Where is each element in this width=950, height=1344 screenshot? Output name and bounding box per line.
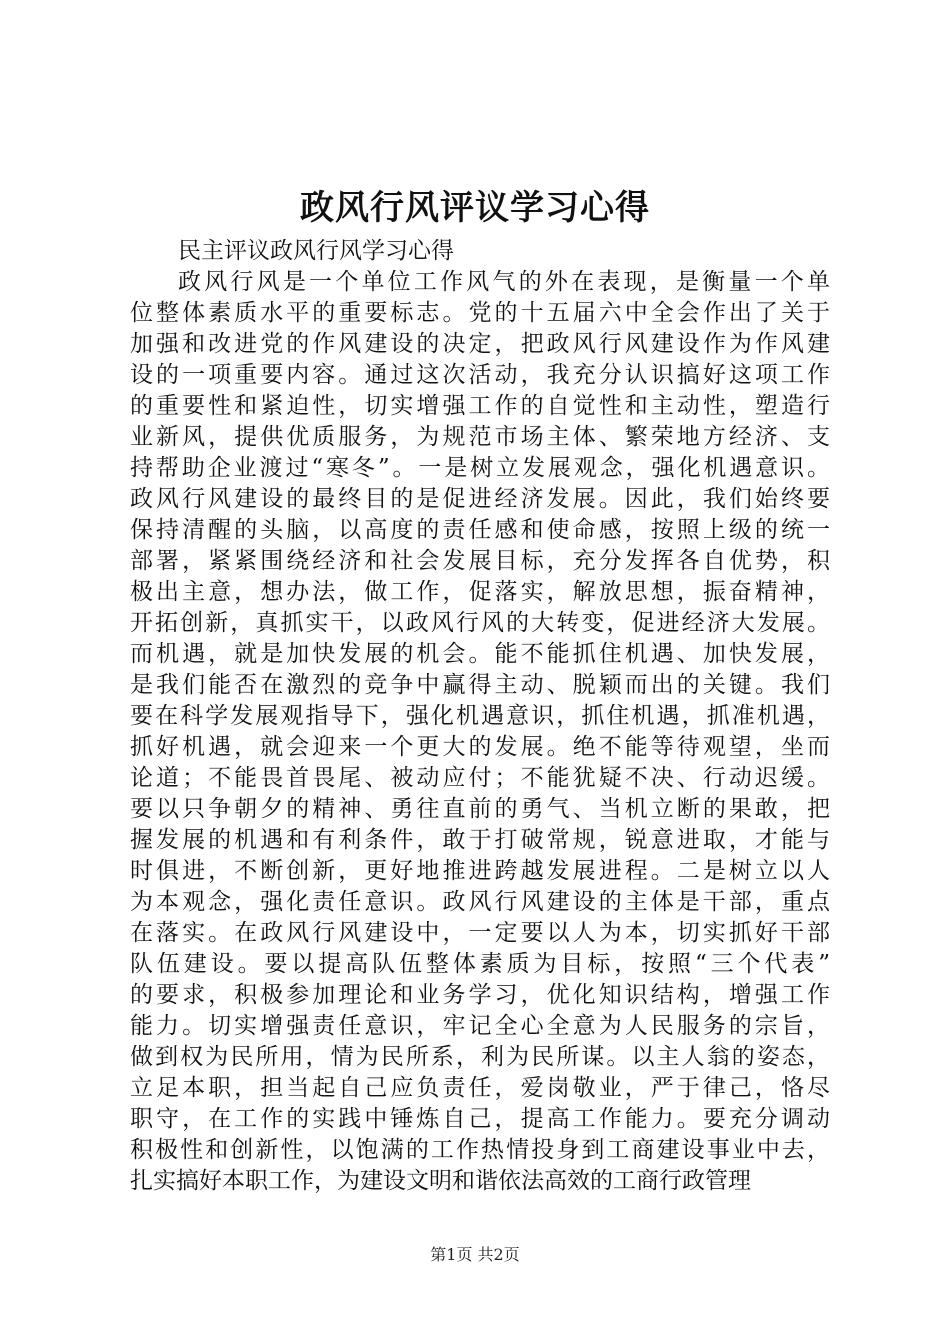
body-line: 加强和改进党的作风建设的决定，把政风行风建设作为作风建 [130,331,830,357]
document-body [130,267,830,1197]
body-line: 立足本职，担当起自己应负责任，爱岗敬业，严于律己，恪尽 [130,1075,830,1101]
body-line: 做到权为民所用，情为民所系，利为民所谋。以主人翁的姿态， [130,1044,830,1070]
body-line: 握发展的机遇和有利条件，敢于打破常规，锐意进取，才能与 [130,827,830,853]
page-number-footer: 第1页 共2页 [430,1245,520,1264]
body-line: 抓好机遇，就会迎来一个更大的发展。绝不能等待观望，坐而 [130,734,830,760]
body-line: 的重要性和紧迫性，切实增强工作的自觉性和主动性，塑造行 [130,393,830,419]
body-line: 为本观念，强化责任意识。政风行风建设的主体是干部，重点 [130,889,830,915]
body-line: 论道；不能畏首畏尾、被动应付；不能犹疑不决、行动迟缓。 [130,765,830,791]
body-line: 职守，在工作的实践中锤炼自己，提高工作能力。要充分调动 [130,1106,830,1132]
body-line: 队伍建设。要以提高队伍整体素质为目标，按照“三个代表” [130,951,830,977]
body-line: 在落实。在政风行风建设中，一定要以人为本，切实抓好干部 [130,920,830,946]
body-line: 是我们能否在激烈的竞争中赢得主动、脱颖而出的关键。我们 [130,672,830,698]
body-line: 部署，紧紧围绕经济和社会发展目标，充分发挥各自优势，积 [130,548,830,574]
body-line: 设的一项重要内容。通过这次活动，我充分认识搞好这项工作 [130,362,830,388]
document-title: 政风行风评议学习心得 [300,188,650,228]
body-line: 的要求，积极参加理论和业务学习，优化知识结构，增强工作 [130,982,830,1008]
body-line: 要在科学发展观指导下，强化机遇意识，抓住机遇，抓准机遇， [130,703,830,729]
body-line: 极出主意，想办法，做工作，促落实，解放思想，振奋精神， [130,579,830,605]
body-line: 政风行风是一个单位工作风气的外在表现，是衡量一个单 [178,269,830,295]
body-line: 开拓创新，真抓实干，以政风行风的大转变，促进经济大发展。 [130,610,830,636]
body-line: 而机遇，就是加快发展的机会。能不能抓住机遇、加快发展， [130,641,830,667]
body-line: 持帮助企业渡过“寒冬”。一是树立发展观念，强化机遇意识。 [130,455,830,481]
body-line: 扎实搞好本职工作，为建设文明和谐依法高效的工商行政管理 [130,1168,751,1194]
body-line: 积极性和创新性，以饱满的工作热情投身到工商建设事业中去， [130,1137,830,1163]
document-subtitle: 民主评议政风行风学习心得 [178,238,454,264]
body-line: 位整体素质水平的重要标志。党的十五届六中全会作出了关于 [130,300,830,326]
body-line: 时俱进，不断创新，更好地推进跨越发展进程。二是树立以人 [130,858,830,884]
body-line: 保持清醒的头脑，以高度的责任感和使命感，按照上级的统一 [130,517,830,543]
body-line: 要以只争朝夕的精神、勇往直前的勇气、当机立断的果敢，把 [130,796,830,822]
body-line: 业新风，提供优质服务，为规范市场主体、繁荣地方经济、支 [130,424,830,450]
body-line: 能力。切实增强责任意识，牢记全心全意为人民服务的宗旨， [130,1013,830,1039]
body-line: 政风行风建设的最终目的是促进经济发展。因此，我们始终要 [130,486,830,512]
